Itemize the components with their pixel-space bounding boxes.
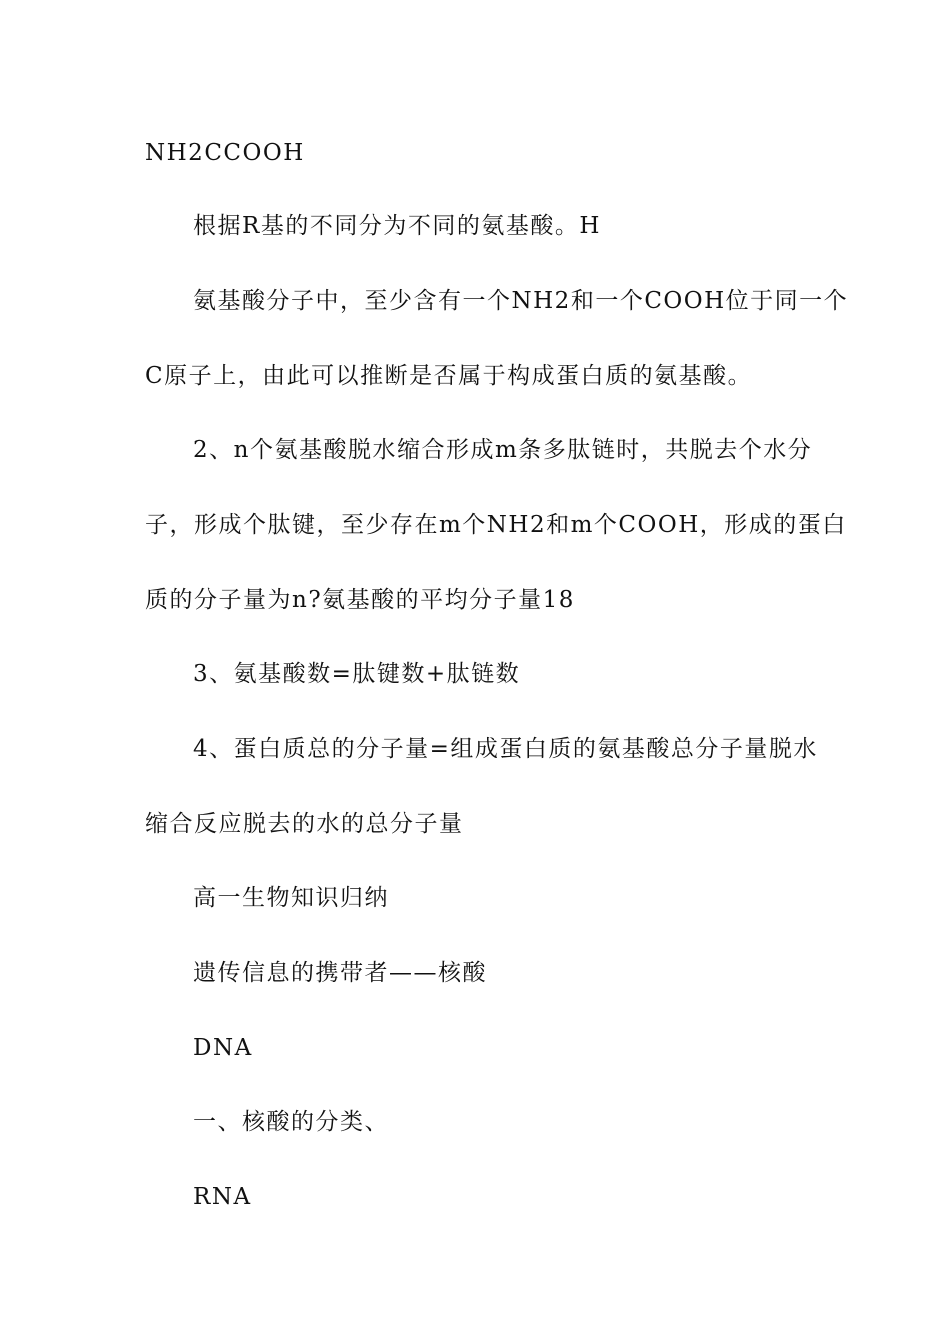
- text-line: RNA: [193, 1184, 252, 1210]
- subsection-heading: 遗传信息的携带者——核酸: [193, 960, 487, 986]
- text-line: 一、核酸的分类、: [193, 1109, 389, 1135]
- text-line: 缩合反应脱去的水的总分子量: [145, 811, 464, 837]
- text-line: NH2CCOOH: [145, 140, 305, 166]
- section-heading: 高一生物知识归纳: [193, 885, 389, 911]
- text-line: 子，形成个肽键，至少存在m个NH2和m个COOH，形成的蛋白: [145, 512, 847, 538]
- text-line: 根据R基的不同分为不同的氨基酸。H: [193, 213, 601, 239]
- text-line: 3、氨基酸数=肽键数+肽链数: [193, 661, 521, 687]
- text-line: 质的分子量为n?氨基酸的平均分子量18: [145, 587, 575, 613]
- text-line: 2、n个氨基酸脱水缩合形成m条多肽链时，共脱去个水分: [193, 437, 813, 463]
- text-line: C原子上，由此可以推断是否属于构成蛋白质的氨基酸。: [145, 363, 753, 389]
- text-line: 4、蛋白质总的分子量=组成蛋白质的氨基酸总分子量脱水: [193, 736, 818, 762]
- text-line: 氨基酸分子中，至少含有一个NH2和一个COOH位于同一个: [193, 288, 849, 314]
- text-line: DNA: [193, 1035, 253, 1061]
